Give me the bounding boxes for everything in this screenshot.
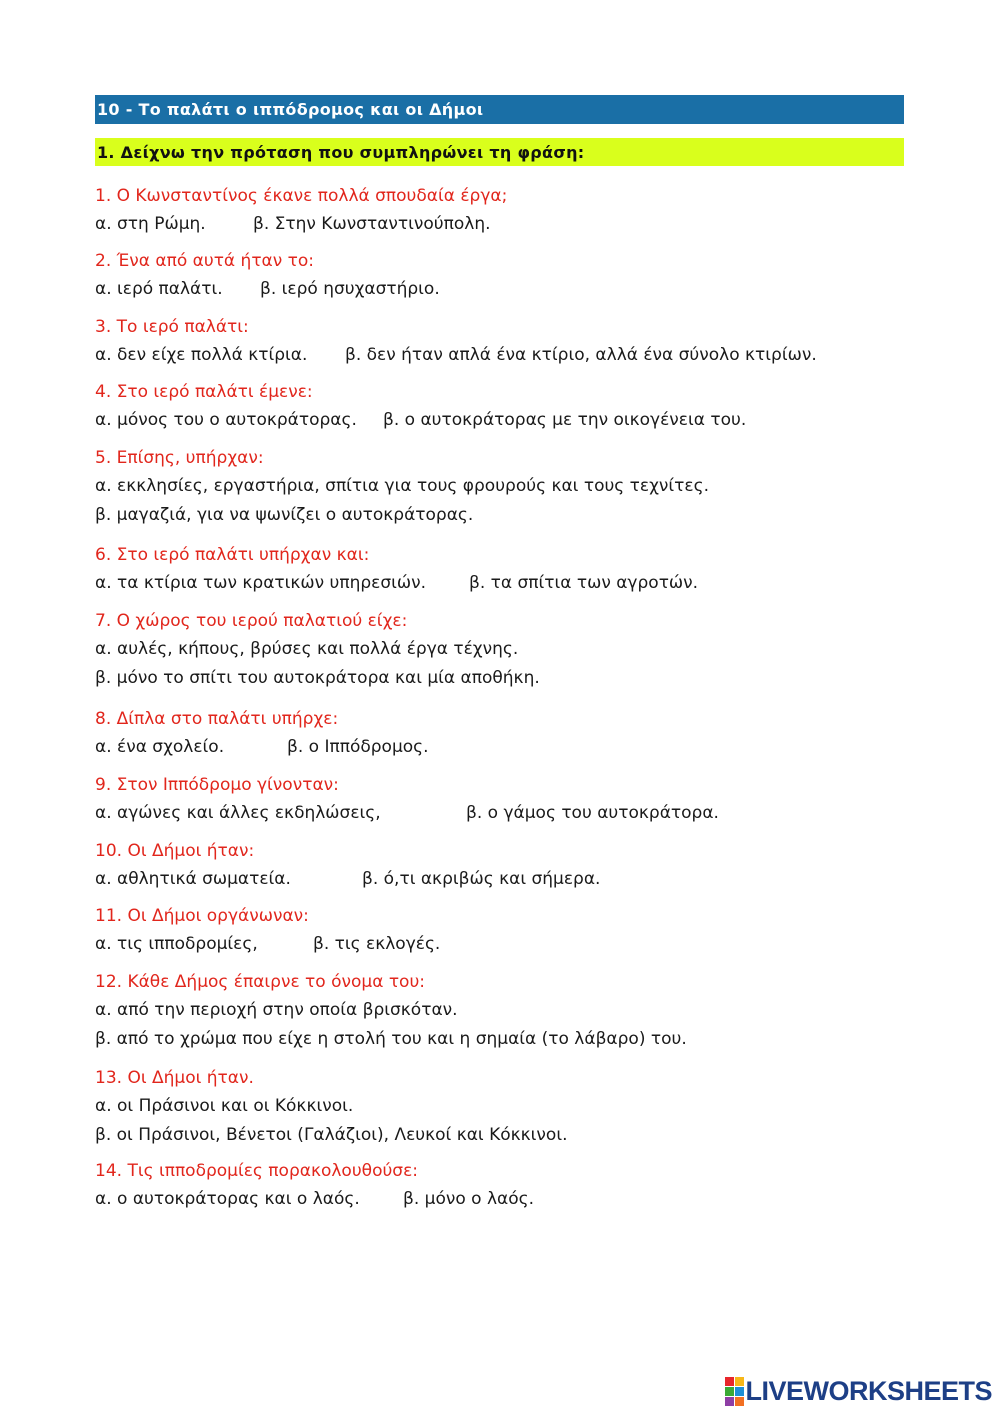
answer-option-a[interactable]: α. αγώνες και άλλες εκδηλώσεις, bbox=[95, 803, 381, 823]
answer-option[interactable]: β. οι Πράσινοι, Βένετοι (Γαλάζιοι), Λευκοί και Κόκκινοι. bbox=[95, 1125, 568, 1145]
answer-option-a[interactable]: α. στη Ρώμη. bbox=[95, 214, 206, 234]
question-item bbox=[95, 247, 915, 304]
question-text: 7. Ο χώρος του ιερού παλατιού είχε: bbox=[95, 611, 408, 631]
question-text: 14. Τις ιπποδρομίες πορακολουθούσε: bbox=[95, 1161, 418, 1181]
answer-row bbox=[95, 1185, 915, 1214]
answer-option[interactable]: β. από το χρώμα που είχε η στολή του και η σημαία (το λάβαρο) του. bbox=[95, 1029, 687, 1049]
answer-row bbox=[95, 733, 915, 762]
answer-option[interactable]: α. από την περιοχή στην οποία βρισκόταν. bbox=[95, 1000, 458, 1020]
answer-option[interactable]: β. μαγαζιά, για να ψωνίζει ο αυτοκράτορας. bbox=[95, 505, 474, 525]
answer-row bbox=[95, 1025, 915, 1054]
brand-name: LIVEWORKSHEETS bbox=[745, 1375, 992, 1406]
question-item bbox=[95, 541, 915, 598]
answer-row bbox=[95, 210, 915, 239]
question-item bbox=[95, 378, 915, 435]
answer-row bbox=[95, 472, 915, 501]
answer-option-b[interactable]: β. τις εκλογές. bbox=[313, 934, 441, 954]
answer-option-b[interactable]: β. ό,τι ακριβώς και σήμερα. bbox=[362, 869, 601, 889]
answer-option-a[interactable]: α. δεν είχε πολλά κτίρια. bbox=[95, 345, 308, 365]
answer-row bbox=[95, 1121, 915, 1150]
answer-row bbox=[95, 664, 915, 693]
answer-option-b[interactable]: β. τα σπίτια των αγροτών. bbox=[469, 573, 699, 593]
question-text: 9. Στον Ιππόδρομο γίνονταν: bbox=[95, 775, 339, 795]
answer-row bbox=[95, 635, 915, 664]
answer-option-b[interactable]: β. ιερό ησυχαστήριο. bbox=[260, 279, 440, 299]
question-text: 2. Ένα από αυτά ήταν το: bbox=[95, 251, 315, 271]
answer-option-a[interactable]: α. αθλητικά σωματεία. bbox=[95, 869, 291, 889]
answer-option-b[interactable]: β. ο γάμος του αυτοκράτορα. bbox=[466, 803, 719, 823]
answer-option-a[interactable]: α. τα κτίρια των κρατικών υπηρεσιών. bbox=[95, 573, 427, 593]
question-text: 13. Οι Δήμοι ήταν. bbox=[95, 1068, 254, 1088]
answer-option-b[interactable]: β. ο Ιππόδρομος. bbox=[287, 737, 429, 757]
logo-mark-icon bbox=[725, 1377, 743, 1405]
exercise-instruction: 1. Δείχνω την πρόταση που συμπληρώνει τη φράση: bbox=[95, 138, 904, 166]
answer-option-a[interactable]: α. ένα σχολείο. bbox=[95, 737, 225, 757]
question-item bbox=[95, 1064, 915, 1150]
answer-option-a[interactable]: α. μόνος του ο αυτοκράτορας. bbox=[95, 410, 357, 430]
answer-row bbox=[95, 996, 915, 1025]
answer-option-a[interactable]: α. τις ιπποδρομίες, bbox=[95, 934, 258, 954]
liveworksheets-logo bbox=[725, 1375, 992, 1407]
question-text: 3. Το ιερό παλάτι: bbox=[95, 317, 249, 337]
answer-option-b[interactable]: β. δεν ήταν απλά ένα κτίριο, αλλά ένα σύνολο κτιρίων. bbox=[345, 345, 817, 365]
question-item bbox=[95, 1157, 915, 1214]
question-text: 6. Στο ιερό παλάτι υπήρχαν και: bbox=[95, 545, 370, 565]
question-item bbox=[95, 771, 915, 828]
answer-row bbox=[95, 501, 915, 530]
answer-row bbox=[95, 799, 915, 828]
answer-option[interactable]: α. εκκλησίες, εργαστήρια, σπίτια για τους φρουρούς και τους τεχνίτες. bbox=[95, 476, 709, 496]
answer-option-a[interactable]: α. ο αυτοκράτορας και ο λαός. bbox=[95, 1189, 360, 1209]
question-item bbox=[95, 313, 915, 370]
answer-option-a[interactable]: α. ιερό παλάτι. bbox=[95, 279, 223, 299]
answer-row bbox=[95, 341, 915, 370]
answer-option-b[interactable]: β. μόνο ο λαός. bbox=[403, 1189, 535, 1209]
answer-row bbox=[95, 1092, 915, 1121]
question-item bbox=[95, 182, 915, 239]
answer-row bbox=[95, 569, 915, 598]
worksheet-title: 10 - Το παλάτι ο ιππόδρομος και οι Δήμοι bbox=[95, 95, 904, 124]
answer-option-b[interactable]: β. ο αυτοκράτορας με την οικογένεια του. bbox=[383, 410, 747, 430]
question-item bbox=[95, 902, 915, 959]
answer-row bbox=[95, 930, 915, 959]
question-text: 11. Οι Δήμοι οργάνωναν: bbox=[95, 906, 309, 926]
question-item bbox=[95, 607, 915, 693]
question-text: 1. Ο Κωνσταντίνος έκανε πολλά σπουδαία έργα; bbox=[95, 186, 508, 206]
question-item bbox=[95, 837, 915, 894]
answer-row bbox=[95, 275, 915, 304]
answer-option[interactable]: β. μόνο το σπίτι του αυτοκράτορα και μία αποθήκη. bbox=[95, 668, 540, 688]
question-item bbox=[95, 444, 915, 530]
question-text: 4. Στο ιερό παλάτι έμενε: bbox=[95, 382, 313, 402]
question-text: 5. Επίσης, υπήρχαν: bbox=[95, 448, 264, 468]
question-text: 12. Κάθε Δήμος έπαιρνε το όνομα του: bbox=[95, 972, 426, 992]
question-item bbox=[95, 705, 915, 762]
answer-option[interactable]: α. αυλές, κήπους, βρύσες και πολλά έργα τέχνης. bbox=[95, 639, 519, 659]
answer-row bbox=[95, 865, 915, 894]
question-text: 10. Οι Δήμοι ήταν: bbox=[95, 841, 255, 861]
answer-option[interactable]: α. οι Πράσινοι και οι Κόκκινοι. bbox=[95, 1096, 354, 1116]
question-text: 8. Δίπλα στο παλάτι υπήρχε: bbox=[95, 709, 339, 729]
question-item bbox=[95, 968, 915, 1054]
answer-row bbox=[95, 406, 915, 435]
answer-option-b[interactable]: β. Στην Κωνσταντινούπολη. bbox=[253, 214, 491, 234]
